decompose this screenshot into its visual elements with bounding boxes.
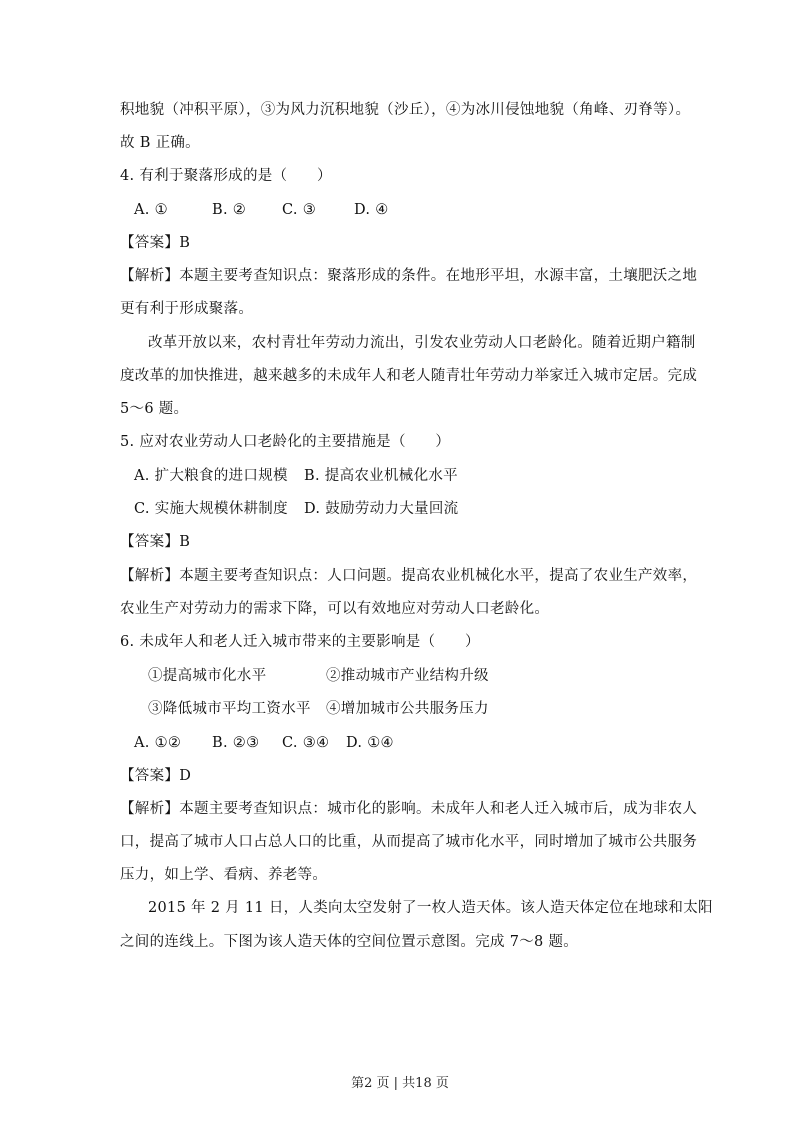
explanation-4-line-2: 更有利于形成聚落。 — [120, 301, 254, 317]
explanation-4-line-1: 【解析】本题主要考查知识点：聚落形成的条件。在地形平坦，水源丰富，土壤肥沃之地 — [120, 268, 698, 284]
option-c: C. ③④ — [282, 735, 330, 751]
option-b: B. ②③ — [212, 735, 260, 751]
explanation-6-line-1: 【解析】本题主要考查知识点：城市化的影响。未成年人和老人迁入城市后，成为非农人 — [120, 801, 698, 817]
option-a: A. ① — [134, 202, 168, 218]
option-a: A. ①② — [134, 735, 182, 751]
explanation-5-line-1: 【解析】本题主要考查知识点：人口问题。提高农业机械化水平，提高了农业生产效率， — [120, 568, 698, 584]
explanation-5-line-2: 农业生产对劳动力的需求下降，可以有效地应对劳动人口老龄化。 — [120, 601, 550, 617]
option-d: D. 鼓励劳动力大量回流 — [304, 501, 459, 517]
option-a: A. 扩大粮食的进口规模 — [134, 468, 288, 484]
text-line: 故 B 正确。 — [120, 135, 200, 151]
explanation-6-line-2: 口，提高了城市人口占总人口的比重，从而提高了城市化水平，同时增加了城市公共服务 — [120, 834, 698, 850]
passage-2-line-2: 之间的连线上。下图为该人造天体的空间位置示意图。完成 7～8 题。 — [120, 934, 579, 950]
passage-2-line-1: 2015 年 2 月 11 日，人类向太空发射了一枚人造天体。该人造天体定位在地球和太阳 — [148, 900, 713, 916]
passage-1-line-2: 度改革的加快推进，越来越多的未成年人和老人随青壮年劳动力举家迁入城市定居。完成 — [120, 368, 698, 384]
page-footer: 第2 页 | 共18 页 — [351, 1076, 449, 1091]
option-c: C. ③ — [282, 202, 316, 218]
item-1: ①提高城市化水平 — [148, 668, 267, 684]
answer-5: 【答案】B — [120, 534, 191, 550]
text-line: 积地貌（冲积平原），③为风力沉积地貌（沙丘），④为冰川侵蚀地貌（角峰、刃脊等）。 — [120, 102, 691, 118]
option-d: D. ①④ — [346, 735, 394, 751]
passage-1-line-3: 5～6 题。 — [120, 401, 189, 417]
option-c: C. 实施大规模休耕制度 — [134, 501, 288, 517]
explanation-6-line-3: 压力，如上学、看病、养老等。 — [120, 867, 328, 883]
passage-1-line-1: 改革开放以来，农村青壮年劳动力流出，引发农业劳动人口老龄化。随着近期户籍制 — [148, 335, 696, 351]
item-2: ②推动城市产业结构升级 — [326, 668, 489, 684]
answer-6: 【答案】D — [120, 768, 192, 784]
option-b: B. ② — [212, 202, 247, 218]
option-b: B. 提高农业机械化水平 — [304, 468, 458, 484]
question-5: 5. 应对农业劳动人口老龄化的主要措施是（ ） — [120, 434, 451, 450]
answer-4: 【答案】B — [120, 235, 191, 251]
question-6: 6. 未成年人和老人迁入城市带来的主要影响是（ ） — [120, 634, 480, 650]
question-4: 4. 有利于聚落形成的是（ ） — [120, 168, 332, 184]
item-4: ④增加城市公共服务压力 — [326, 701, 489, 717]
option-d: D. ④ — [354, 202, 389, 218]
item-3: ③降低城市平均工资水平 — [148, 701, 311, 717]
